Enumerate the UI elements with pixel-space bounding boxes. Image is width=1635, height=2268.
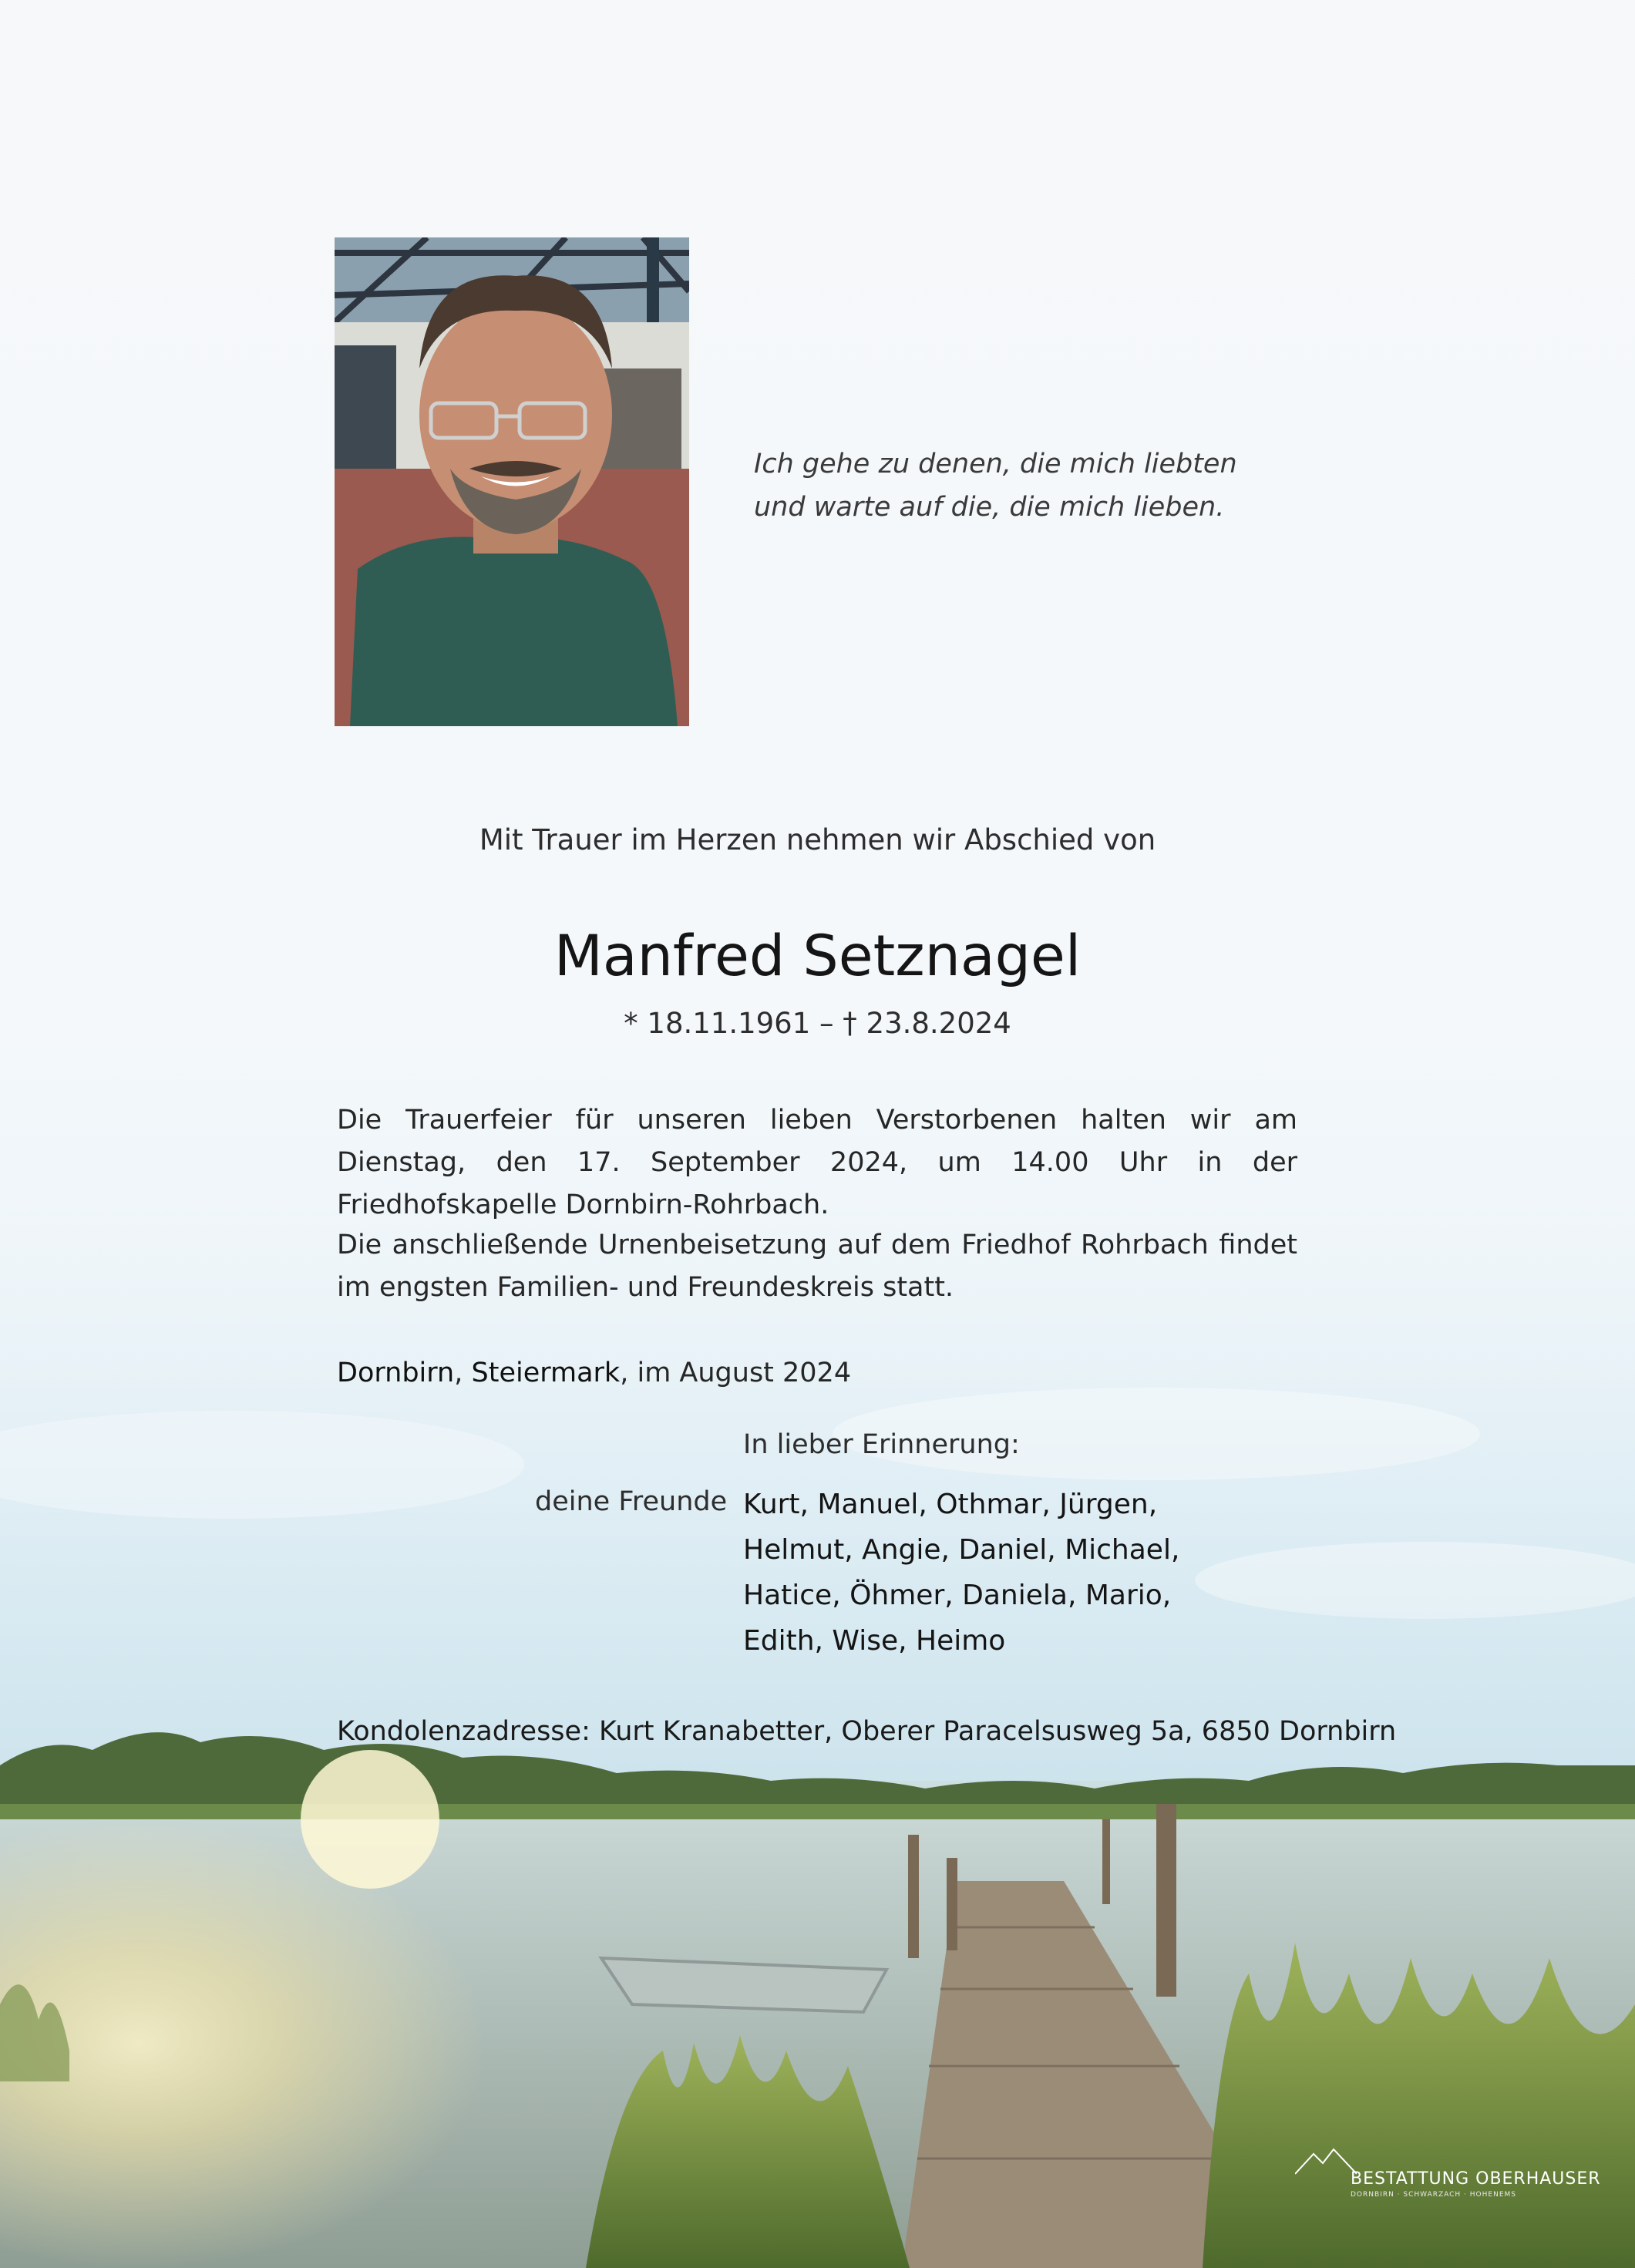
portrait-illustration [335,237,689,726]
friends-names-line: Hatice, Öhmer, Daniela, Mario, [743,1580,1172,1611]
place-date-line: Dornbirn, Steiermark, im August 2024 [337,1358,852,1388]
intro-text: Mit Trauer im Herzen nehmen wir Abschied von [479,823,1156,856]
friends-group-label: deine Freunde [535,1486,728,1517]
place-date: , im August 2024 [620,1358,852,1388]
ceremony-paragraph: Die Trauerfeier für unseren lieben Verstorbenen halten wir am Dienstag, den 17. September 2024, um 14.00 Uhr in der Friedhofskapelle Dornbirn-Rohrbach. [337,1105,1297,1220]
quote-line-2: und warte auf die, die mich lieben. [754,492,1225,523]
place-city: Dornbirn [337,1358,455,1388]
life-dates: * 18.11.1961 – † 23.8.2024 [624,1007,1011,1040]
place-region: Steiermark [471,1358,621,1388]
friends-names-line: Kurt, Manuel, Othmar, Jürgen, [743,1489,1158,1520]
condolence-address: Kondolenzadresse: Kurt Kranabetter, Oberer Paracelsusweg 5a, 6850 Dornbirn [337,1716,1397,1747]
logo-brand: BESTATTUNG OBERHAUSER [1351,2169,1601,2189]
friends-names-line: Helmut, Angie, Daniel, Michael, [743,1534,1180,1566]
funeral-home-logo [1295,2143,1601,2205]
friends-names-line: Edith, Wise, Heimo [743,1625,1006,1657]
friends-names [743,1482,1179,1664]
memory-label: In lieber Erinnerung: [743,1429,1020,1460]
mountain-logo-icon [1295,2146,1357,2177]
portrait-photo [335,237,689,726]
memorial-quote [754,442,1294,529]
logo-locations: DORNBIRN · SCHWARZACH · HOHENEMS [1351,2191,1516,2199]
deceased-name: Manfred Setznagel [553,924,1082,989]
quote-line-1: Ich gehe zu denen, die mich liebten [754,449,1237,480]
burial-paragraph: Die anschließende Urnenbeisetzung auf dem Friedhof Rohrbach findet im engsten Familien- und Freundeskreis statt. [337,1230,1297,1303]
